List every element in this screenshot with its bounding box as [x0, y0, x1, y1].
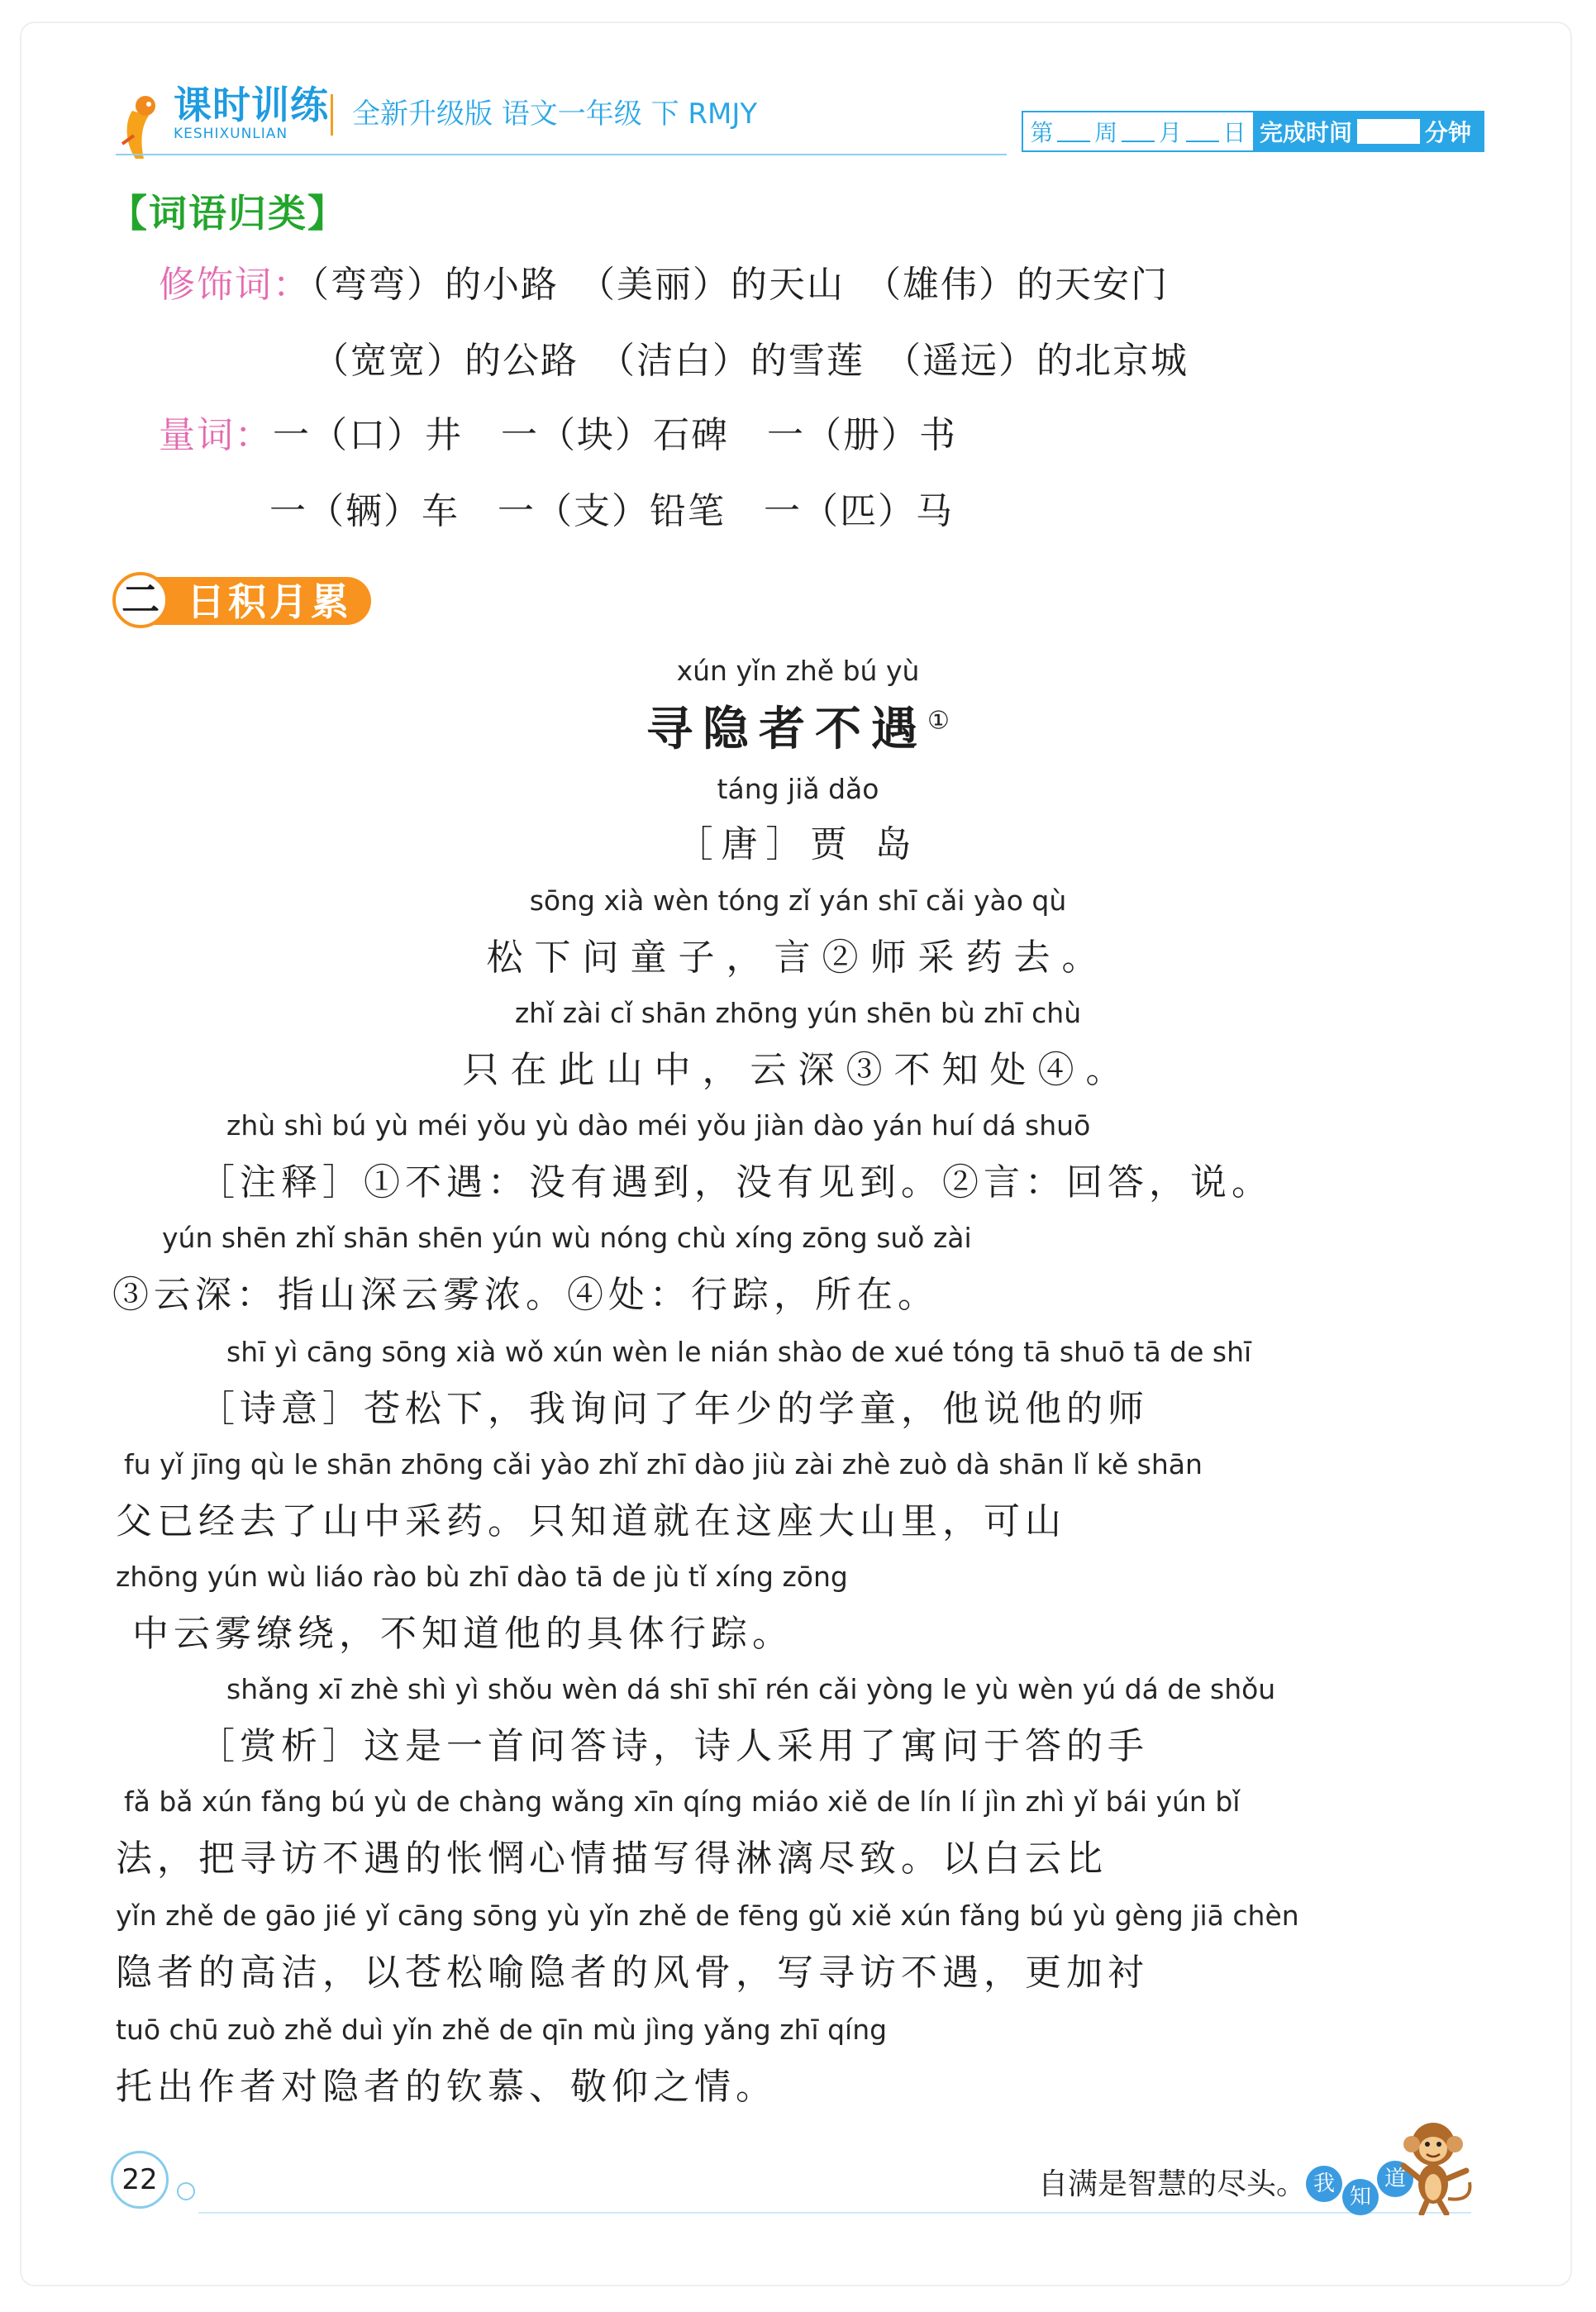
week-blank[interactable]: [1057, 121, 1090, 142]
date-box: [1022, 111, 1484, 152]
shangxi-line-2: 法，把寻访不遇的怅惘心情描写得淋漓尽致。以白云比: [116, 1838, 1108, 1880]
monkey-mascot-icon: [1390, 2116, 1481, 2215]
modifier-phrases-2: （宽宽）的公路 （洁白）的雪莲 （遥远）的北京城: [312, 340, 1189, 382]
shiyi-1-pinyin: shī yì cāng sōng xià wǒ xún wèn le nián shào de xué tóng tā shuō tā de shī: [226, 1336, 1252, 1368]
shangxi-2-pinyin: fǎ bǎ xún fǎng bú yù de chàng wǎng xīn qíng miáo xiě de lín lí jìn zhì yǐ bái yún bǐ: [124, 1785, 1241, 1818]
verse-1: 松下问童子，言②师采药去。: [486, 937, 1110, 979]
shangxi-line-4: 托出作者对隐者的钦慕、敬仰之情。: [116, 2066, 777, 2108]
measure-row-2: [269, 491, 954, 532]
shiyi-3-pinyin: zhōng yún wù liáo rào bù zhī dào tā de jù tǐ xíng zōng: [116, 1561, 848, 1593]
minutes-blank[interactable]: [1357, 119, 1420, 144]
footer-motto: 自满是智慧的尽头。: [1038, 2167, 1307, 2201]
measure-phrases-2: 一（辆）车 一（支）铅笔 一（匹）马: [269, 490, 954, 532]
zhushi-line-2: ③云深：指山深云雾浓。④处：行踪，所在。: [112, 1274, 939, 1316]
month-blank[interactable]: [1122, 121, 1155, 142]
poem-title-pinyin: xún yǐn zhě bú yù: [676, 655, 920, 687]
author-pinyin: táng jiǎ dǎo: [717, 773, 879, 805]
shiyi-line-3: 中云雾缭绕，不知道他的具体行踪。: [132, 1613, 793, 1655]
brand-name: 课时训练: [174, 83, 329, 127]
shiyi-2-pinyin: fu yǐ jīng qù le shān zhōng cǎi yào zhǐ zhī dào jiù zài zhè zuò dà shān lǐ kě shān: [124, 1448, 1203, 1480]
shangxi-line-1: ［赏析］这是一首问答诗，诗人采用了寓问于答的手: [198, 1725, 1149, 1767]
verse-2: 只在此山中，云深③不知处④。: [462, 1049, 1134, 1091]
shangxi-line-3: 隐者的高洁，以苍松喻隐者的风骨，写寻访不遇，更加衬: [116, 1952, 1149, 1994]
measure-row-1: [159, 415, 957, 456]
completion-time: [1253, 112, 1483, 150]
date-fields: [1023, 112, 1253, 150]
shiyi-line-2: 父已经去了山中采药。只知道就在这座大山里，可山: [116, 1500, 1066, 1542]
day-blank[interactable]: [1186, 121, 1219, 142]
modifier-row-1: [159, 265, 1169, 306]
brand-pinyin: KESHIXUNLIAN: [174, 126, 288, 142]
section-label: 日积月累: [187, 579, 352, 624]
zhushi-2-pinyin: yún shēn zhǐ shān shēn yún wù nóng chù xíng zōng suǒ zài: [162, 1222, 972, 1254]
footer-rule: [198, 2212, 1471, 2214]
week-prefix: 第: [1030, 119, 1054, 146]
poem-author: ［唐］贾 岛: [676, 823, 920, 865]
page-number: 22: [111, 2151, 169, 2209]
minute-label: 分钟: [1425, 119, 1472, 146]
shangxi-4-pinyin: tuō chū zuò zhě duì yǐn zhě de qīn mù jìng yǎng zhī qíng: [116, 2014, 888, 2046]
day-label: 日: [1222, 119, 1246, 146]
header-rule: [116, 154, 1007, 155]
poem-title-note: ①: [927, 706, 950, 736]
badge-wo: 我: [1306, 2166, 1342, 2202]
poem-title: [0, 693, 1596, 759]
book-subtitle: 全新升级版 语文一年级 下 RMJY: [352, 98, 758, 131]
poem-title-text: 寻隐者不遇: [646, 703, 928, 756]
section-badge: [112, 570, 385, 628]
measure-phrases-1: 一（口）井 一（块）石碑 一（册）书: [273, 414, 957, 456]
section-title-word-classification: 【词语归类】: [109, 191, 347, 236]
page-number-dot: [177, 2182, 195, 2200]
shangxi-3-pinyin: yǐn zhě de gāo jié yǐ cāng sōng yù yǐn zhě de fēng gǔ xiě xún fǎng bú yù gèng jiā chèn: [116, 1900, 1299, 1932]
modifier-row-2: [312, 341, 1189, 382]
measure-label: 量词：: [159, 414, 273, 456]
week-label: 周: [1094, 119, 1118, 146]
brand-divider: [331, 94, 333, 136]
section-number: 二: [112, 572, 169, 628]
zhushi-line-1: ［注释］①不遇：没有遇到，没有见到。②言：回答，说。: [198, 1161, 1273, 1204]
badge-dao: 道: [1377, 2161, 1413, 2197]
badge-zhi: 知: [1342, 2179, 1379, 2215]
verse-1-pinyin: sōng xià wèn tóng zǐ yán shī cǎi yào qù: [529, 884, 1067, 917]
modifier-phrases-1: （弯弯）的小路 （美丽）的天山 （雄伟）的天安门: [311, 264, 1169, 306]
zhushi-pinyin: zhù shì bú yù méi yǒu yù dào méi yǒu jiàn dào yán huí dá shuō: [226, 1109, 1091, 1142]
shangxi-1-pinyin: shǎng xī zhè shì yì shǒu wèn dá shī shī rén cǎi yòng le yù wèn yú dá de shǒu: [226, 1673, 1276, 1705]
modifier-label: 修饰词：: [159, 264, 311, 306]
shiyi-line-1: ［诗意］苍松下，我询问了年少的学童，他说他的师: [198, 1388, 1149, 1430]
month-label: 月: [1158, 119, 1182, 146]
time-label: 完成时间: [1260, 119, 1353, 146]
verse-2-pinyin: zhǐ zài cǐ shān zhōng yún shēn bù zhī chù: [514, 997, 1082, 1029]
